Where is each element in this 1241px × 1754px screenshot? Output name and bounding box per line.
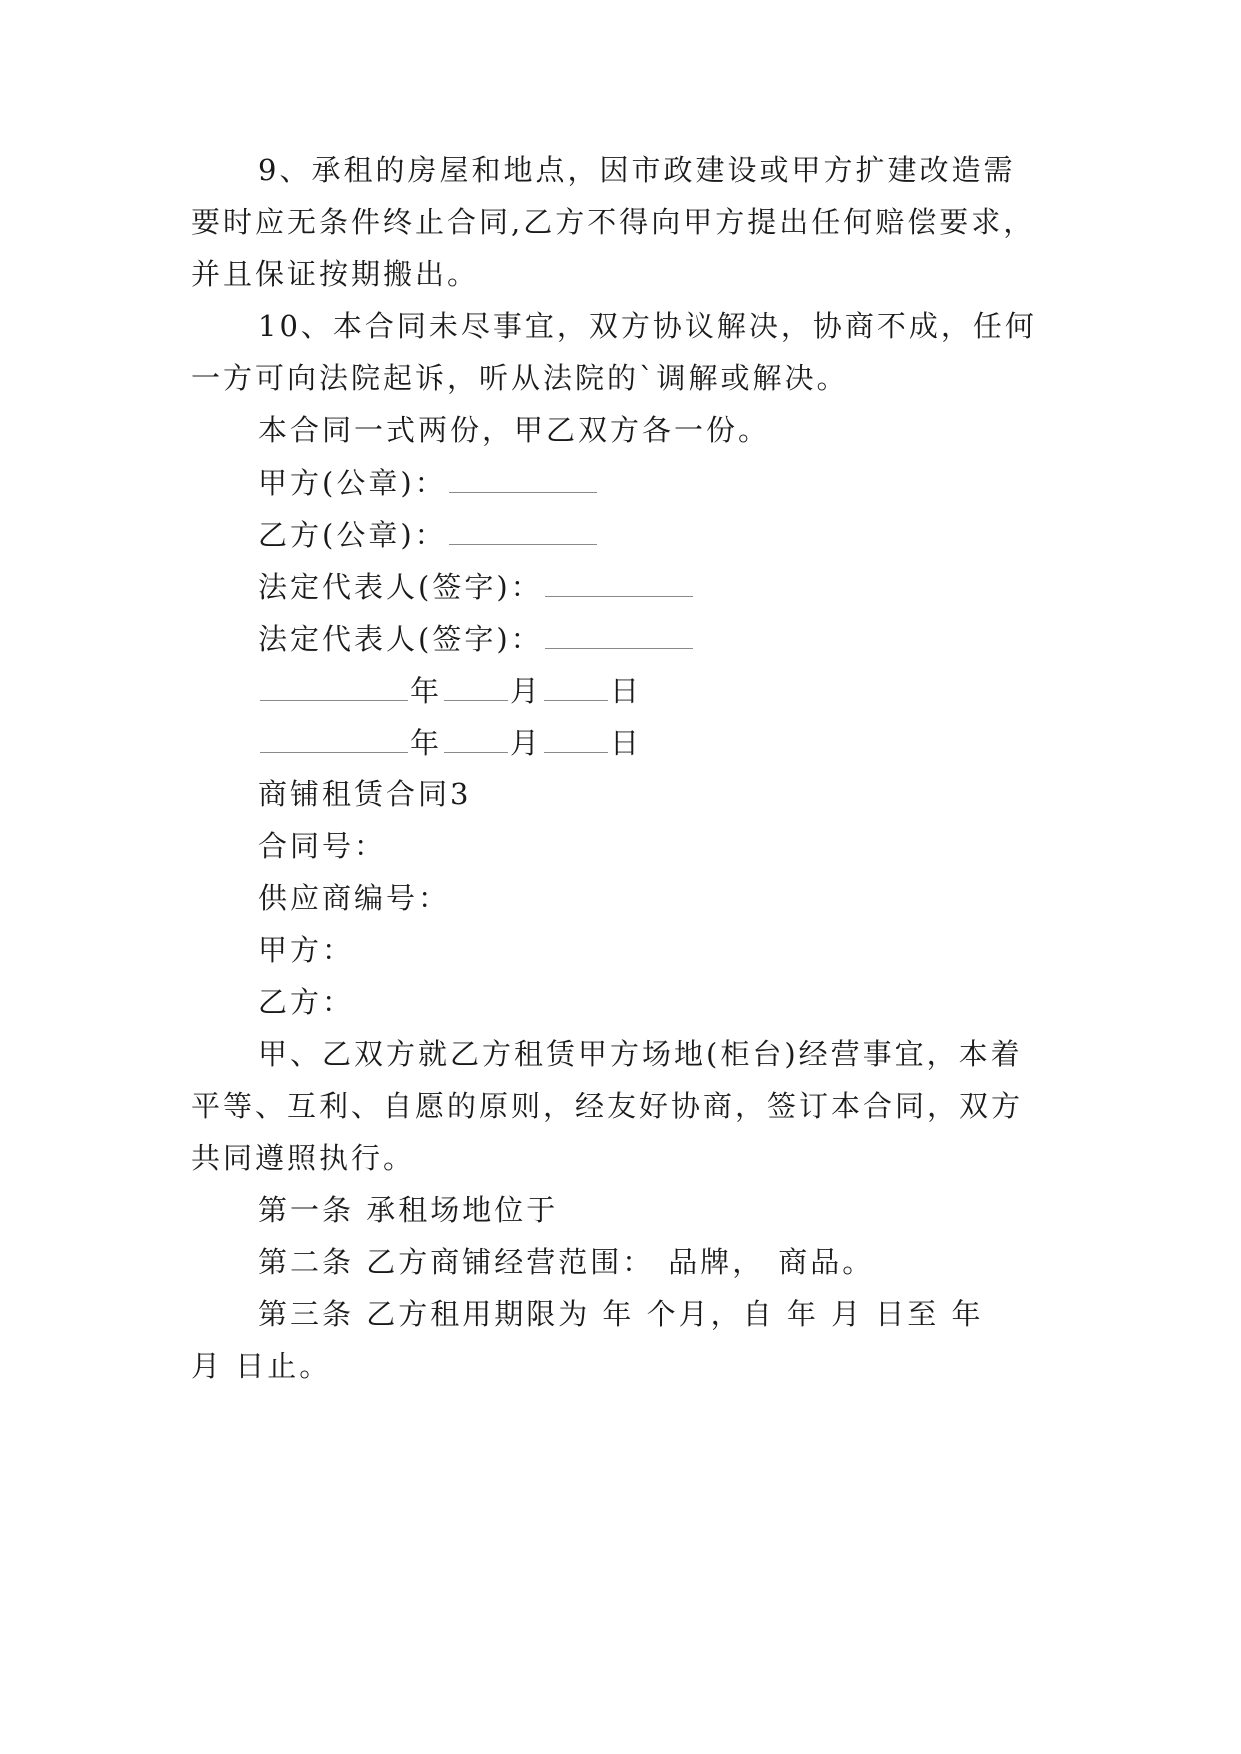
legal-rep-line-1 xyxy=(258,566,695,606)
clause10-line2: 一方可向法院起诉，听从法院的`调解或解决。 xyxy=(191,361,849,395)
legal-rep-blank-2 xyxy=(545,618,693,649)
article2 xyxy=(258,1242,874,1282)
month-blank xyxy=(444,722,508,753)
contract-number-label: 合同号： xyxy=(258,829,387,863)
copies-statement: 本合同一式两份，甲乙双方各一份。 xyxy=(258,413,771,447)
supplier-number-label: 供应商编号： xyxy=(258,881,451,915)
party-b-seal-blank xyxy=(449,514,597,545)
party-b-seal-label: 乙方(公章)： xyxy=(258,518,447,552)
party-a-seal-label: 甲方(公章)： xyxy=(258,466,447,500)
clause9-line3: 并且保证按期搬出。 xyxy=(191,257,480,291)
day-blank xyxy=(544,722,608,753)
month-blank xyxy=(444,670,508,701)
month-label: 月 xyxy=(510,726,543,760)
preamble-line3: 共同遵照执行。 xyxy=(191,1141,416,1175)
article2-brand: 品牌， xyxy=(668,1245,765,1279)
day-label: 日 xyxy=(610,726,643,760)
legal-rep-line-2 xyxy=(258,618,695,658)
party-a-seal-line xyxy=(258,462,599,502)
preamble-line2: 平等、互利、自愿的原则，经友好协商，签订本合同，双方 xyxy=(191,1089,1024,1123)
date-line-2 xyxy=(258,722,642,762)
party-b-seal-line xyxy=(258,514,599,554)
legal-rep-label-1: 法定代表人(签字)： xyxy=(258,570,543,604)
day-blank xyxy=(544,670,608,701)
legal-rep-label-2: 法定代表人(签字)： xyxy=(258,622,543,656)
article2-prefix: 第二条 乙方商铺经营范围： xyxy=(258,1245,655,1279)
year-blank xyxy=(260,722,408,753)
legal-rep-blank-1 xyxy=(545,566,693,597)
day-label: 日 xyxy=(610,674,643,708)
party-b-label: 乙方： xyxy=(258,985,355,1019)
year-label: 年 xyxy=(410,674,443,708)
date-line-1 xyxy=(258,670,642,710)
preamble-line1: 甲、乙双方就乙方租赁甲方场地(柜台)经营事宜，本着 xyxy=(258,1037,1023,1071)
party-a-label: 甲方： xyxy=(258,933,355,967)
clause10-line1: 10、本合同未尽事宜，双方协议解决，协商不成，任何 xyxy=(258,309,1037,343)
clause9-line2: 要时应无条件终止合同,乙方不得向甲方提出任何赔偿要求， xyxy=(191,205,1036,239)
month-label: 月 xyxy=(510,674,543,708)
article1: 第一条 承租场地位于 xyxy=(258,1193,559,1227)
contract3-title: 商铺租赁合同3 xyxy=(258,777,472,811)
clause9-line1: 9、承租的房屋和地点，因市政建设或甲方扩建改造需 xyxy=(258,153,1016,187)
year-blank xyxy=(260,670,408,701)
year-label: 年 xyxy=(410,726,443,760)
article2-goods: 商品。 xyxy=(778,1245,875,1279)
article3-line1: 第三条 乙方租用期限为 年 个月，自 年 月 日至 年 xyxy=(258,1297,984,1331)
article3-line2: 月 日止。 xyxy=(191,1349,332,1383)
party-a-seal-blank xyxy=(449,462,597,493)
